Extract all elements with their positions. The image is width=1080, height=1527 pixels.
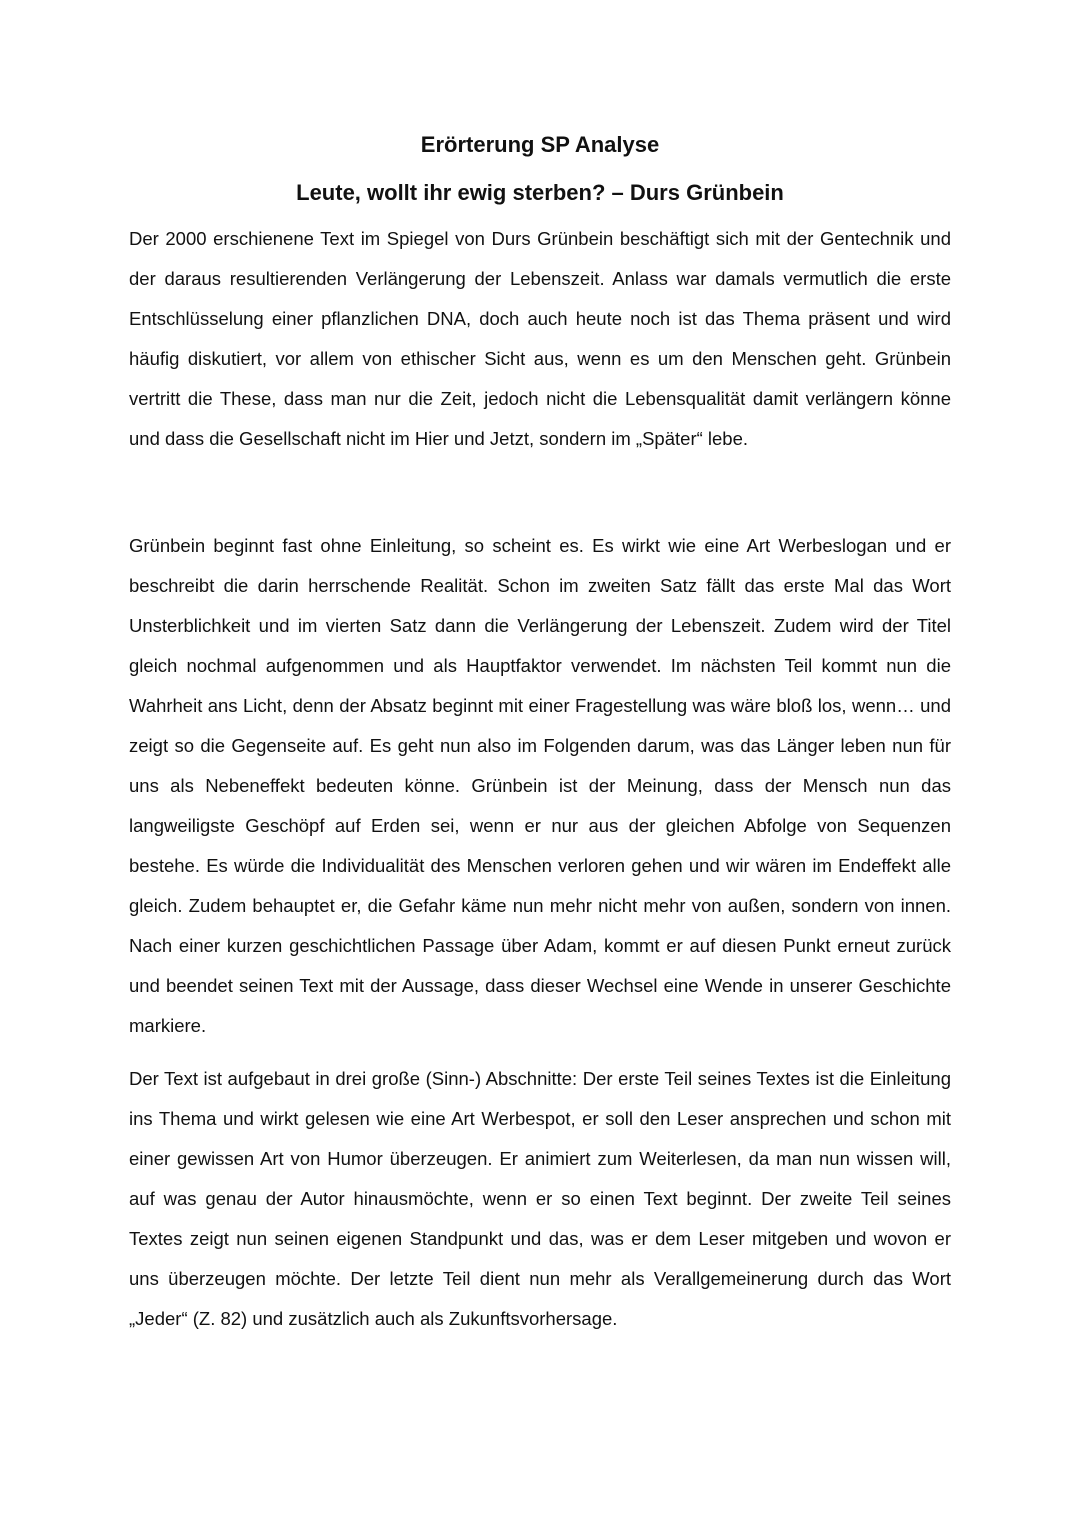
paragraph-structure: Der Text ist aufgebaut in drei große (Sinn-) Abschnitte: Der erste Teil seines Textes ist die Einleitung ins Thema und wirkt gelesen wie eine Art Werbespot, er soll den Leser ansprechen und schon mit einer gewissen Art von Humor überzeugen. Er animiert zum Weiterlesen, da man nun wissen will, auf was genau der Autor hinausmöchte, wenn er so einen Text beginnt. Der zweite Teil seines Textes zeigt nun seinen eigenen Standpunkt und das, was er dem Leser mitgeben und wovon er uns überzeugen möchte. Der letzte Teil dient nun mehr als Verallgemeinerung durch das Wort „Jeder“ (Z. 82) und zusätzlich auch als Zukunftsvorhersage. xyxy=(129,1068,951,1329)
paragraph-summary: Grünbein beginnt fast ohne Einleitung, so scheint es. Es wirkt wie eine Art Werbeslogan und er beschreibt die darin herrschende Realität. Schon im zweiten Satz fällt das erste Mal das Wort Unsterblichkeit und im vierten Satz dann die Verlängerung der Lebenszeit. Zudem wird der Titel gleich nochmal aufgenommen und als Hauptfaktor verwendet. Im nächsten Teil kommt nun die Wahrheit ans Licht, denn der Absatz beginnt mit einer Fragestellung was wäre bloß los, wenn… und zeigt so die Gegenseite auf. Es geht nun also im Folgenden darum, was das Länger leben nun für uns als Nebeneffekt bedeuten könne. Grünbein ist der Meinung, dass der Mensch nun das langweiligste Geschöpf auf Erden sei, wenn er nur aus der gleichen Abfolge von Sequenzen bestehe. Es würde die Individualität des Menschen verloren gehen und wir wären im Endeffekt alle gleich. Zudem behauptet er, die Gefahr käme nun mehr nicht mehr von außen, sondern von innen. Nach einer kurzen geschichtlichen Passage über Adam, kommt er auf diesen Punkt erneut zurück und beendet seinen Text mit der Aussage, dass dieser Wechsel eine Wende in unserer Geschichte markiere. xyxy=(129,535,951,1036)
paragraph-introduction: Der 2000 erschienene Text im Spiegel von Durs Grünbein beschäftigt sich mit der Gentechnik und der daraus resultierenden Verlängerung der Lebenszeit. Anlass war damals vermutlich die erste Entschlüsselung einer pflanzlichen DNA, doch auch heute noch ist das Thema präsent und wird häufig diskutiert, vor allem von ethischer Sicht aus, wenn es um den Menschen geht. Grünbein vertritt die These, dass man nur die Zeit, jedoch nicht die Lebensqualität damit verlängern könne und dass die Gesellschaft nicht im Hier und Jetzt, sondern im „Später“ lebe. xyxy=(129,228,951,449)
document-title: Erörterung SP Analyse xyxy=(420,132,660,157)
document-subtitle: Leute, wollt ihr ewig sterben? – Durs Grünbein xyxy=(296,180,784,205)
